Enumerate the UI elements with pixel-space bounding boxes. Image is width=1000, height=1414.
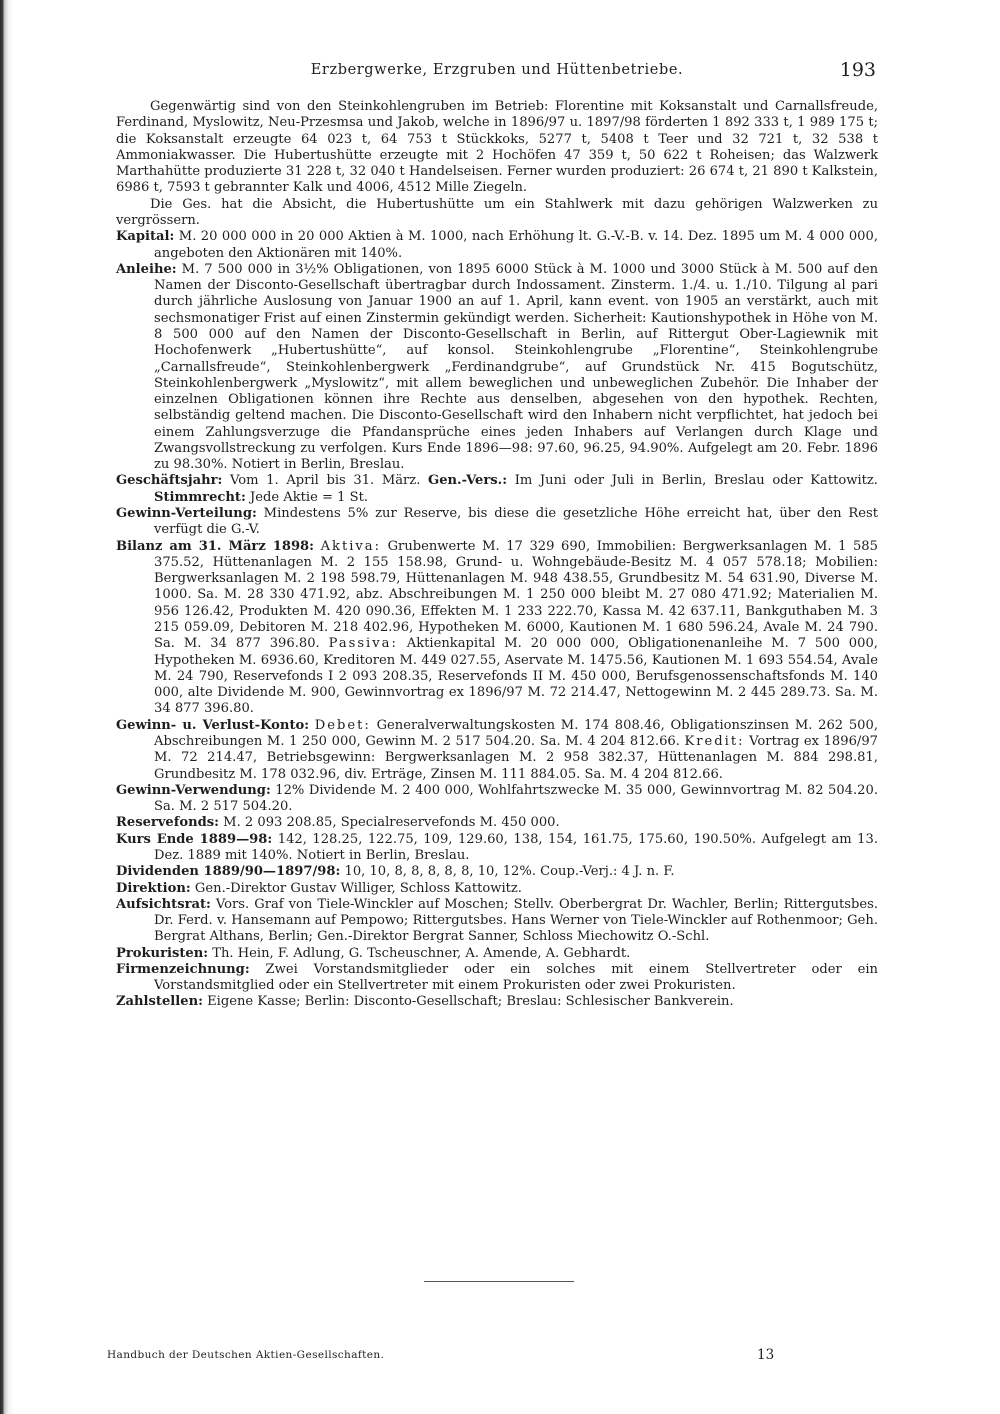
running-header (116, 59, 878, 86)
entry-label: Gen.-Vers.: (428, 473, 508, 489)
entry-label: Zahlstellen: (116, 994, 203, 1010)
passiva-label: Passiva: (328, 636, 398, 652)
passiva-text: Aktienkapital M. 20 000 000, Obligationenanleihe M. 7 500 000, Hypotheken M. 6936.60, Kreditoren M. 449 027.55, Aservate M. 1475.56, Kautionen M. 1 693 554.54, Avale M. 24 790, Reservefonds I 2 093 208.35, Reservefonds II M. 450 000, Berufsgenossenschaftsfonds M. 140 000, alte Dividende M. 900, Gewinnvortrag ex 1896/97 M. 72 214.47, Nettogewinn M. 2 445 289.73. Sa. M. 34 877 396.80. (154, 636, 878, 717)
footer-book-title: Handbuch der Deutschen Aktien-Gesellschaften. (107, 1349, 385, 1361)
entry-gewinn-verwendung (116, 783, 878, 816)
entry-direktion (116, 881, 878, 897)
entry-label: Direktion: (116, 880, 191, 896)
entry-text: Gen.-Direktor Gustav Williger, Schloss Kattowitz. (194, 880, 522, 896)
entry-gewinn-verlust-konto (116, 718, 878, 783)
entry-label: Gewinn-Verwendung: (116, 782, 271, 798)
entry-text: M. 2 093 208.85, Specialreservefonds M. 450 000. (223, 815, 560, 831)
section-divider (424, 1281, 574, 1282)
entry-geschaeftsjahr (116, 473, 878, 506)
page-number: 193 (839, 59, 876, 81)
entry-label: Gewinn- u. Verlust-Konto: (116, 717, 310, 733)
entry-text: M. 20 000 000 in 20 000 Aktien à M. 1000, nach Erhöhung lt. G.-V.-B. v. 14. Dez. 1895 um M. 4 000 000, angeboten den Aktionären mit 140%. (154, 229, 878, 261)
kredit-text: Vortrag ex 1896/97 M. 72 214.47, Betriebsgewinn: Bergwerksanlagen M. 2 958 382.37, Hüttenanlagen M. 884 298.81, Grundbesitz M. 178 032.96, div. Erträge, Zinsen M. 111 884.05. Sa. M. 4 204 812.66. (154, 733, 879, 782)
entry-label: Bilanz am 31. März 1898: (116, 538, 314, 554)
entry-dividenden (116, 864, 878, 880)
book-spine-edge (0, 0, 14, 1414)
entry-label: Reservefonds: (116, 815, 219, 831)
entry-reservefonds (116, 815, 878, 831)
entry-label: Firmenzeichnung: (116, 961, 250, 977)
entry-text: Eigene Kasse; Berlin: Disconto-Gesellschaft; Breslau: Schlesischer Bankverein. (207, 994, 734, 1010)
entry-kapital (116, 229, 878, 262)
entry-prokuristen (116, 946, 878, 962)
intro-paragraph-2: Die Ges. hat die Absicht, die Hubertushütte um ein Stahlwerk mit dazu gehörigen Walzwerken zu vergrössern. (116, 196, 878, 228)
entry-text: 142, 128.25, 122.75, 109, 129.60, 138, 154, 161.75, 175.60, 190.50%. Aufgelegt am 13. Dez. 1889 mit 140%. Notiert in Berlin, Breslau. (154, 831, 878, 863)
entry-text: Vors. Graf von Tiele-Winckler auf Moschen; Stellv. Oberbergrat Dr. Wachler, Berlin; Rittergutsbes. Dr. Ferd. v. Hansemann auf Pempowo; Rittergutsbes. Hans Werner von Tiele-Winckler auf Rothenmoor; Geh. Bergrat Althans, Berlin; Gen.-Direktor Bergrat Sanner, Schloss Miechowitz O.-Schl. (154, 896, 878, 945)
entry-text: Vom 1. April bis 31. März. (230, 473, 421, 489)
entry-text: Mindestens 5% zur Reserve, bis diese die gesetzliche Höhe erreicht hat, über den Rest verfügt die G.-V. (154, 506, 878, 538)
entry-text: Jede Aktie = 1 St. (249, 489, 369, 505)
entry-text: Th. Hein, F. Adlung, G. Tscheuschner, A. Amende, A. Gebhardt. (212, 945, 631, 961)
running-title: Erzbergwerke, Erzgruben und Hüttenbetriebe. (310, 62, 684, 78)
entry-text: M. 7 500 000 in 3½% Obligationen, von 1895 6000 Stück à M. 1000 und 3000 Stück à M. 500 auf den Namen der Disconto-Gesellschaft übertragbar durch Indossament. Zinsterm. 1./4. u. 1./10. Tilgung al pari durch jährliche Auslosung von Januar 1900 an auf 1. April, kann event. von 1905 an verstärkt, auch mit sechsmonatiger Frist auf einen Zinstermin gekündigt werden. Sicherheit: Kautionshypothek in Höhe von M. 8 500 000 auf den Namen der Disconto-Gesellschaft in Berlin, auf Rittergut Ober-Lagiewnik mit Hochofenwerk „Hubertushütte“, auf konsol. Steinkohlengrube „Florentine“, Steinkohlengrube „Carnallsfreude“, Steinkohlenbergwerk „Ferdinandgrube“, auf Grundstück Nr. 415 Bogutschütz, Steinkohlenbergwerk „Myslowitz“, mit allem beweglichen und unbeweglichen Zubehör. Die Inhaber der einzelnen Obligationen können ihre Rechte aus denselben, abgesehen von den hypothek. Rechten, selbständig geltend machen. Die Disconto-Gesellschaft wird den Inhabern nicht verpflichtet, hat jedoch bei einem Zahlungsverzuge die Pfandansprüche eines jeden Inhabers auf Verlangen durch Klage und Zwangsvollstreckung zu verfolgen. Kurs Ende 1896—98: 97.60, 96.25, 94.90%. Aufgelegt am 20. Febr. 1896 zu 98.30%. Notiert in Berlin, Breslau. (154, 261, 879, 473)
entry-text: Zwei Vorstandsmitglieder oder ein solches mit einem Stellvertreter oder ein Vorstandsmitglied oder ein Stellvertreter mit einem Prokuristen oder zwei Prokuristen. (154, 961, 878, 994)
intro-paragraph-1: Gegenwärtig sind von den Steinkohlengruben im Betrieb: Florentine mit Koksanstalt und Carnallsfreude, Ferdinand, Myslowitz, Neu-Przesmsa und Jakob, welche in 1896/97 u. 1897/98 förderten 1 892 333 t, 1 989 175 t; die Koksanstalt erzeugte 64 023 t, 64 753 t Stückkoks, 5277 t, 5408 t Teer und 32 721 t, 32 538 t Ammoniakwasser. Die Hubertushütte erzeugte mit 2 Hochöfen 47 359 t, 50 622 t Roheisen; das Walzwerk Marthahütte produzierte 31 228 t, 32 040 t Handelseisen. Ferner wurden produziert: 26 674 t, 21 890 t Kalkstein, 6986 t, 7593 t gebrannter Kalk und 4006, 4512 Mille Ziegeln. (116, 99, 878, 196)
entry-kurs (116, 832, 878, 865)
entry-text: 10, 10, 8, 8, 8, 8, 8, 10, 12%. Coup.-Verj.: 4 J. n. F. (344, 864, 675, 880)
entry-zahlstellen (116, 994, 878, 1010)
aktiva-label: Aktiva: (320, 538, 382, 554)
entry-label: Anleihe: (116, 261, 177, 277)
entry-label: Dividenden 1889/90—1897/98: (116, 864, 341, 880)
entry-label: Prokuristen: (116, 945, 209, 961)
main-text (116, 99, 878, 1011)
entry-label: Geschäftsjahr: (116, 473, 223, 489)
debet-text: Generalverwaltungskosten M. 174 808.46, Obligationszinsen M. 262 500, Abschreibungen M. 1 250 000, Gewinn M. 2 517 504.20. Sa. M. 4 204 812.66. (154, 717, 878, 749)
kredit-label: Kredit: (684, 733, 745, 749)
entry-label: Aufsichtsrat: (116, 896, 211, 912)
entry-label: Stimmrecht: (154, 489, 246, 505)
aktiva-text: Grubenwerte M. 17 329 690, Immobilien: Bergwerksanlagen M. 1 585 375.52, Hüttenanlagen M. 2 155 158.98, Grund- u. Wohngebäude-Besitz M. 4 057 578.18; Mobilien: Bergwerksanlagen M. 2 198 598.79, Hüttenanlagen M. 948 438.55, Grundbesitz M. 54 631.90, Diverse M. 1000. Sa. M. 28 330 471.92, abz. Abschreibungen M. 1 250 000 bleibt M. 27 080 471.92; Materialien M. 956 126.42, Produkten M. 420 090.36, Effekten M. 1 233 222.70, Kassa M. 42 637.11, Bankguthaben M. 3 215 059.09, Debitoren M. 218 402.96, Hypotheken M. 6000, Kautionen M. 1 680 596.24, Avale M. 24 790. Sa. M. 34 877 396.80. (154, 538, 878, 652)
entry-bilanz (116, 539, 878, 718)
entry-aufsichtsrat (116, 897, 878, 946)
entry-anleihe (116, 262, 878, 474)
debet-label: Debet: (314, 717, 371, 733)
entry-text: Im Juni oder Juli in Berlin, Breslau oder Kattowitz. (514, 473, 878, 489)
entry-gewinn-verteilung (116, 506, 878, 539)
entry-firmenzeichnung (116, 962, 878, 995)
entry-text: 12% Dividende M. 2 400 000, Wohlfahrtszwecke M. 35 000, Gewinnvortrag M. 82 504.20. Sa. M. 2 517 504.20. (154, 782, 878, 815)
entry-label: Gewinn-Verteilung: (116, 506, 257, 522)
entry-label: Kapital: (116, 229, 175, 245)
entry-label: Kurs Ende 1889—98: (116, 831, 273, 847)
footer-signature: 13 (757, 1347, 775, 1363)
